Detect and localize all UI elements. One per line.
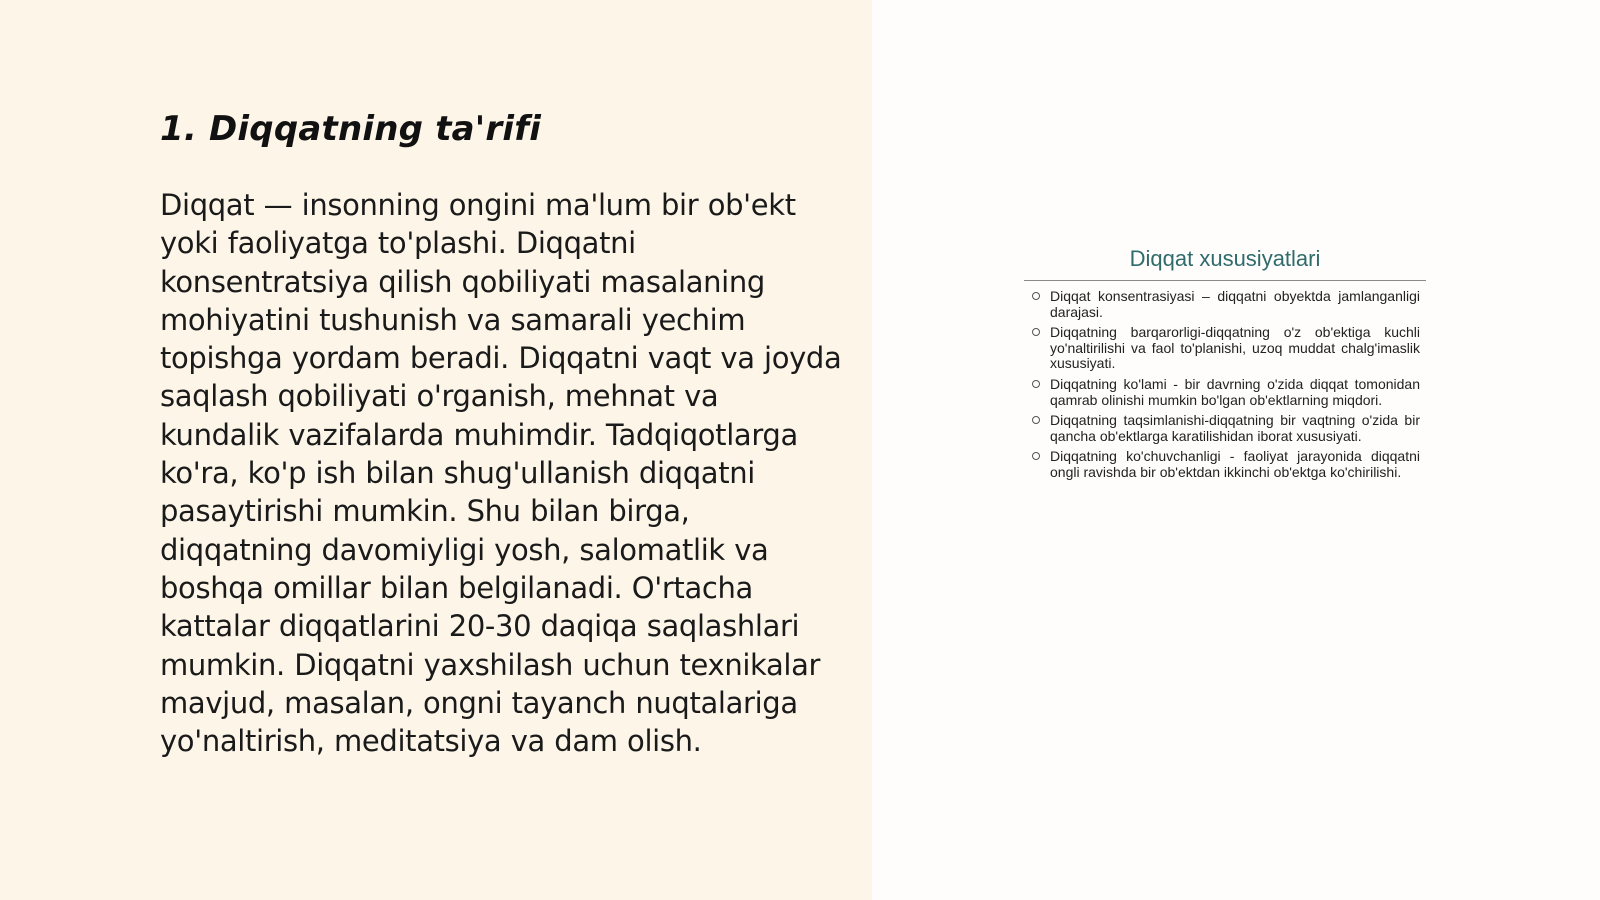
hollow-circle-bullet-icon bbox=[1032, 452, 1040, 460]
figure-list bbox=[1024, 289, 1426, 481]
list-item-text: Diqqatning ko'chuvchanligi - faoliyat jarayonida diqqatni ongli ravishda bir ob'ektdan ikkinchi ob'ektga ko'chirilishi. bbox=[1050, 448, 1420, 480]
figure-title: Diqqat xususiyatlari bbox=[1024, 244, 1426, 281]
hollow-circle-bullet-icon bbox=[1032, 416, 1040, 424]
list-item bbox=[1028, 449, 1420, 480]
attention-properties-figure bbox=[1024, 244, 1426, 544]
hollow-circle-bullet-icon bbox=[1032, 380, 1040, 388]
list-item bbox=[1028, 377, 1420, 408]
list-item bbox=[1028, 289, 1420, 320]
list-item-text: Diqqatning barqarorligi-diqqatning o'z ob'ektiga kuchli yo'naltirilishi va faol to'planishi, uzoq muddat chalg'imaslik xususiyati. bbox=[1050, 324, 1420, 372]
list-item-text: Diqqatning taqsimlanishi-diqqatning bir vaqtning o'zida bir qancha ob'ektlarga karatilishidan iborat xususiyati. bbox=[1050, 412, 1420, 444]
slide-title: 1. Diqqatning ta'rifi bbox=[160, 109, 542, 149]
list-item bbox=[1028, 325, 1420, 372]
hollow-circle-bullet-icon bbox=[1032, 328, 1040, 336]
slide-body-text: Diqqat — insonning ongini ma'lum bir ob'ekt yoki faoliyatga to'plashi. Diqqatni konsentratsiya qilish qobiliyati masalaning mohiyatini tushunish va samarali yechim topishga yordam beradi. Diqqatni vaqt va joyda saqlash qobiliyati o'rganish, mehnat va kundalik vazifalarda muhimdir. Tadqiqotlarga ko'ra, ko'p ish bilan shug'ullanish diqqatni pasaytirishi mumkin. Shu bilan birga, diqqatning davomiyligi yosh, salomatlik va boshqa omillar bilan belgilanadi. O'rtacha kattalar diqqatlarini 20-30 daqiqa saqlashlari mumkin. Diqqatni yaxshilash uchun texnikalar mavjud, masalan, ongni tayanch nuqtalariga yo'naltirish, meditatsiya va dam olish. bbox=[160, 188, 842, 759]
list-item-text: Diqqat konsentrasiyasi – diqqatni obyektda jamlanganligi darajasi. bbox=[1050, 288, 1420, 320]
list-item-text: Diqqatning ko'lami - bir davrning o'zida diqqat tomonidan qamrab olinishi mumkin bo'lgan ob'ektlarning miqdori. bbox=[1050, 375, 1420, 408]
list-item bbox=[1028, 413, 1420, 444]
hollow-circle-bullet-icon bbox=[1032, 292, 1040, 300]
